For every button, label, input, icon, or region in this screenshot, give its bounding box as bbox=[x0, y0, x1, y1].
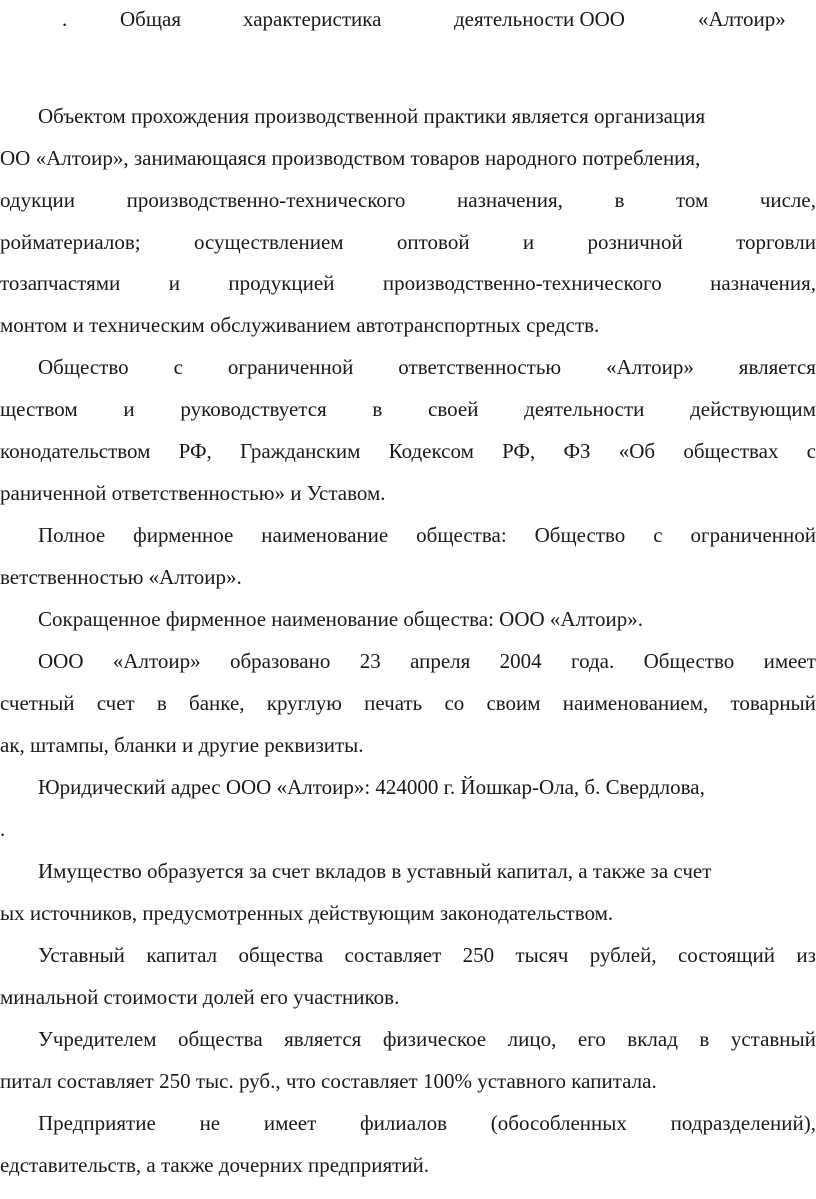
word: ответственностью bbox=[398, 355, 562, 379]
paragraph-line bbox=[0, 1024, 816, 1054]
paragraph-line bbox=[0, 1108, 816, 1138]
word: с bbox=[653, 523, 663, 547]
word: действующим bbox=[690, 397, 816, 421]
paragraph-line bbox=[0, 688, 816, 718]
word: тысяч bbox=[515, 943, 569, 967]
word: образовано bbox=[229, 649, 331, 673]
word: руководствуется bbox=[180, 397, 327, 421]
word: ществом bbox=[0, 397, 78, 421]
word: Гражданским bbox=[240, 439, 361, 463]
paragraph-line: Сокращенное фирменное наименование общества: ООО «Алтоир». bbox=[38, 607, 643, 631]
word: «Алтоир» bbox=[606, 355, 694, 379]
word: капитал bbox=[146, 943, 218, 967]
word: общества bbox=[177, 1027, 263, 1051]
paragraph-line: едставительств, а также дочерних предприятий. bbox=[0, 1153, 430, 1177]
word: РФ, bbox=[502, 439, 536, 463]
word: филиалов bbox=[360, 1111, 448, 1135]
word: обществах bbox=[683, 439, 779, 463]
word: имеет bbox=[763, 649, 816, 673]
word: счетный bbox=[0, 691, 75, 715]
paragraph-line: ых источников, предусмотренных действующим законодательством. bbox=[0, 901, 614, 925]
word: является bbox=[284, 1027, 362, 1051]
word: в bbox=[614, 188, 625, 212]
paragraph-line bbox=[0, 646, 816, 676]
word: наименование bbox=[261, 523, 389, 547]
word: оптовой bbox=[396, 230, 470, 254]
word: в bbox=[372, 397, 383, 421]
paragraph-line: монтом и техническим обслуживанием автотранспортных средств. bbox=[0, 313, 600, 337]
word: осуществлением bbox=[193, 230, 344, 254]
word: РФ, bbox=[178, 439, 212, 463]
word: производственно-технического bbox=[126, 188, 406, 212]
paragraph-line: раниченной ответственностью» и Уставом. bbox=[0, 481, 386, 505]
word: ФЗ bbox=[563, 439, 591, 463]
word: Учредителем bbox=[38, 1027, 157, 1051]
paragraph-line: ветственностью «Алтоир». bbox=[0, 565, 242, 589]
word: физическое bbox=[382, 1027, 487, 1051]
word: имеет bbox=[263, 1111, 317, 1135]
word: Полное bbox=[38, 523, 106, 547]
heading-word-3: деятельности ООО bbox=[454, 7, 625, 31]
word: не bbox=[199, 1111, 221, 1135]
word: числе, bbox=[759, 188, 816, 212]
word: лицо, bbox=[507, 1027, 557, 1051]
paragraph-line: минальной стоимости долей его участников. bbox=[0, 985, 400, 1009]
paragraph-line bbox=[0, 227, 816, 257]
word: счет bbox=[96, 691, 135, 715]
paragraph-line bbox=[0, 520, 816, 550]
word: рублей, bbox=[589, 943, 657, 967]
word: торговли bbox=[736, 230, 816, 254]
word: с bbox=[173, 355, 183, 379]
word: печать bbox=[364, 691, 423, 715]
word: в bbox=[699, 1027, 710, 1051]
word: назначения, bbox=[710, 271, 816, 295]
word: назначения, bbox=[457, 188, 563, 212]
heading-word-1: Общая bbox=[120, 7, 182, 31]
paragraph-line bbox=[0, 268, 816, 298]
word: со bbox=[444, 691, 465, 715]
word: и bbox=[123, 397, 135, 421]
word: состоящий bbox=[677, 943, 775, 967]
word: Общество bbox=[643, 649, 735, 673]
word: из bbox=[796, 943, 816, 967]
word: деятельности bbox=[524, 397, 645, 421]
word: 23 bbox=[359, 649, 381, 673]
word: фирменное bbox=[133, 523, 234, 547]
word: «Об bbox=[618, 439, 656, 463]
word: ограниченной bbox=[227, 355, 354, 379]
paragraph-line: ак, штампы, бланки и другие реквизиты. bbox=[0, 733, 364, 757]
paragraph-line: Объектом прохождения производственной практики является организация bbox=[38, 104, 706, 128]
word: и bbox=[522, 230, 535, 254]
word: том bbox=[675, 188, 709, 212]
word: Кодексом bbox=[388, 439, 474, 463]
word: продукцией bbox=[228, 271, 335, 295]
word: подразделений), bbox=[670, 1111, 816, 1135]
word: производственно-технического bbox=[382, 271, 662, 295]
paragraph-line: Юридический адрес ООО «Алтоир»: 424000 г. Йошкар-Ола, б. Свердлова, bbox=[38, 775, 705, 799]
word: розничной bbox=[587, 230, 683, 254]
paragraph-line: Имущество образуется за счет вкладов в уставный капитал, а также за счет bbox=[38, 859, 712, 883]
word: составляет bbox=[344, 943, 442, 967]
word: «Алтоир» bbox=[112, 649, 201, 673]
word: Общество bbox=[534, 523, 626, 547]
paragraph-line bbox=[0, 436, 816, 466]
word: своей bbox=[428, 397, 479, 421]
section-heading bbox=[0, 4, 816, 34]
paragraph-line: . bbox=[0, 817, 6, 841]
word: Общество bbox=[38, 355, 129, 379]
word: и bbox=[168, 271, 180, 295]
word: 250 bbox=[462, 943, 495, 967]
word: круглую bbox=[266, 691, 342, 715]
word: своим bbox=[486, 691, 541, 715]
word: банке, bbox=[189, 691, 245, 715]
paragraph-line bbox=[0, 940, 816, 970]
word: (обособленных bbox=[490, 1111, 627, 1135]
heading-word-4: «Алтоир» bbox=[698, 7, 786, 31]
heading-word-2: характеристика bbox=[243, 7, 382, 31]
word: ООО bbox=[38, 649, 84, 673]
paragraph-line: питал составляет 250 тыс. руб., что составляет 100% уставного капитала. bbox=[0, 1069, 657, 1093]
word: наименованием, bbox=[562, 691, 709, 715]
word: с bbox=[806, 439, 816, 463]
word: ройматериалов; bbox=[0, 230, 141, 254]
word: тозапчастями bbox=[0, 271, 121, 295]
word: Уставный bbox=[38, 943, 125, 967]
word: апреля bbox=[410, 649, 471, 673]
word: года. bbox=[571, 649, 615, 673]
paragraph-line: ОО «Алтоир», занимающаяся производством товаров народного потребления, bbox=[0, 146, 701, 170]
word: в bbox=[156, 691, 167, 715]
paragraph-line bbox=[0, 185, 816, 215]
word: общества: bbox=[416, 523, 507, 547]
word: товарный bbox=[730, 691, 816, 715]
word: является bbox=[738, 355, 816, 379]
word: Предприятие bbox=[38, 1111, 156, 1135]
word: конодательством bbox=[0, 439, 151, 463]
word: его bbox=[577, 1027, 606, 1051]
word: одукции bbox=[0, 188, 75, 212]
heading-bullet: . bbox=[62, 7, 68, 31]
word: 2004 bbox=[499, 649, 542, 673]
word: ограниченной bbox=[690, 523, 816, 547]
paragraph-line bbox=[0, 394, 816, 424]
word: общества bbox=[238, 943, 324, 967]
paragraph-line bbox=[0, 352, 816, 382]
word: вклад bbox=[627, 1027, 678, 1051]
word: уставный bbox=[730, 1027, 816, 1051]
